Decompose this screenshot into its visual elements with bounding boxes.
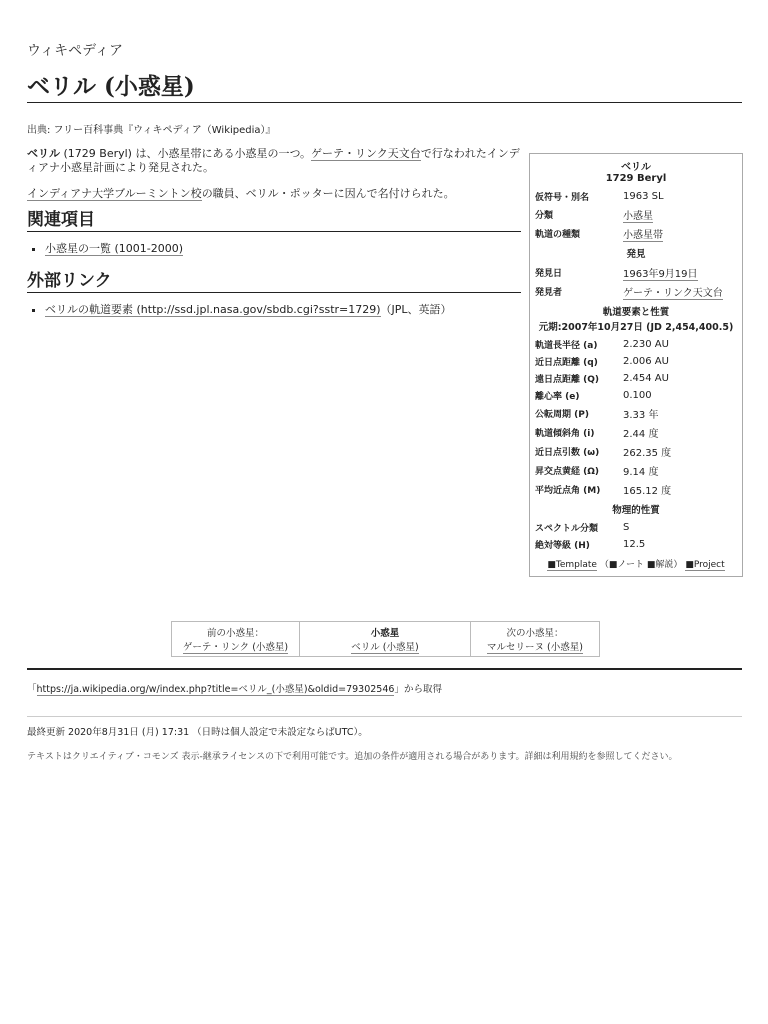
infobox-table-discovery	[530, 263, 742, 301]
infobox-key: 仮符号・別名	[535, 193, 590, 203]
intro-paren: (1729 Beryl) は、小惑星帯にある小惑星の一つ。	[60, 147, 312, 160]
link-discovery-date[interactable]: 1963年9月19日	[623, 269, 698, 280]
infobox-value: 165.12 度	[623, 486, 672, 497]
link-university[interactable]: インディアナ大学ブルーミントン校	[27, 187, 202, 200]
title-divider	[27, 102, 742, 103]
site-name: ウィキペディア	[27, 43, 124, 59]
link-permalink[interactable]: https://ja.wikipedia.org/w/index.php?title=ベリル_(小惑星)&oldid=79302546	[36, 684, 395, 695]
infobox-value: 2.230 AU	[623, 339, 669, 350]
infobox-key: 近日点距離 (q)	[535, 358, 598, 368]
infobox-value: 0.100	[623, 390, 652, 401]
infobox-key: 離心率 (e)	[535, 392, 580, 402]
infobox-key: 絶対等級 (H)	[535, 541, 590, 551]
infobox-value: 12.5	[623, 539, 646, 550]
link-template[interactable]: ■Template	[547, 560, 597, 570]
link-orbit-type[interactable]: 小惑星帯	[623, 230, 663, 241]
link-project[interactable]: ■Project	[685, 560, 725, 570]
infobox-row	[530, 442, 742, 461]
infobox-key: 昇交点黄経 (Ω)	[535, 467, 600, 477]
infobox-key: 軌道の種類	[535, 230, 581, 240]
infobox-footer	[530, 557, 742, 570]
external-suffix: （JPL、英語）	[380, 303, 452, 316]
infobox-value: 262.35 度	[623, 448, 672, 459]
link-classification[interactable]: 小惑星	[623, 211, 653, 222]
infobox-value: 9.14 度	[623, 467, 659, 478]
infobox-row	[530, 205, 742, 224]
infobox-value: 3.33 年	[623, 410, 659, 421]
intro-name: ベリル	[27, 147, 60, 160]
infobox-table-top	[530, 188, 742, 243]
link-asteroid-list[interactable]: 小惑星の一覧 (1001-2000)	[45, 242, 184, 255]
navbox-center-label: 小惑星	[370, 628, 400, 639]
infobox-row	[530, 336, 742, 353]
list-item	[45, 303, 521, 317]
heading-related: 関連項目	[27, 213, 521, 232]
infobox-row	[530, 353, 742, 370]
infobox-row	[530, 461, 742, 480]
license-text: テキストはクリエイティブ・コモンズ 表示-継承ライセンスの下で利用可能です。追加の条件が適用される場合があります。詳細は利用規約を参照してください。	[27, 752, 678, 762]
page-title: ベリル (小惑星)	[27, 73, 195, 100]
infobox-section-discovery: 発見	[626, 249, 646, 260]
navbox-next	[471, 622, 600, 657]
infobox-row	[530, 188, 742, 205]
link-orbital-elements[interactable]: ベリルの軌道要素 (http://ssd.jpl.nasa.gov/sbdb.cgi?sstr=1729)	[45, 303, 381, 316]
infobox-epoch: 元期:2007年10月27日 (JD 2,454,400.5)	[538, 322, 734, 333]
footer-divider	[27, 716, 742, 717]
infobox-value: 2.454 AU	[623, 373, 669, 384]
related-list	[27, 242, 521, 256]
infobox-subtitle: 1729 Beryl	[605, 173, 667, 184]
infobox-row	[530, 480, 742, 499]
heading-external-links: 外部リンク	[27, 274, 521, 293]
navbox-prev	[172, 622, 300, 657]
infobox-table-physical	[530, 519, 742, 553]
infobox-key: 平均近点角 (M)	[535, 486, 601, 496]
infobox-row	[530, 224, 742, 243]
infobox-row	[530, 519, 742, 536]
infobox-key: 分類	[535, 211, 554, 221]
infobox-key: 発見日	[535, 269, 563, 279]
navbox-prev-label: 前の小惑星：	[206, 628, 264, 639]
infobox-table-orbit	[530, 336, 742, 499]
navbox-next-label: 次の小惑星：	[506, 628, 564, 639]
content-bottom-divider	[27, 668, 742, 670]
infobox-row	[530, 536, 742, 553]
succession-navbox	[171, 621, 600, 657]
infobox-section-orbit: 軌道要素と性質	[602, 307, 670, 318]
infobox-key: 公転周期 (P)	[535, 410, 589, 420]
navbox-row	[172, 622, 600, 657]
intro-rest: で行なわれたインディアナ小惑星計画により発見された。	[27, 147, 520, 174]
retrieved-from	[27, 681, 442, 695]
infobox-key: 遠日点距離 (Q)	[535, 375, 600, 385]
link-observatory[interactable]: ゲーテ・リンク天文台	[311, 147, 421, 160]
retrieved-close: 」から取得	[394, 684, 442, 695]
infobox-row	[530, 423, 742, 442]
infobox-key: スペクトル分類	[535, 524, 599, 534]
list-item	[45, 242, 521, 256]
link-next-asteroid[interactable]: マルセリーヌ (小惑星)	[487, 642, 583, 653]
infobox-value: S	[623, 522, 630, 533]
infobox-key: 軌道傾斜角 (i)	[535, 429, 595, 439]
source-line: 出典: フリー百科事典『ウィキペディア（Wikipedia）』	[27, 125, 276, 136]
external-list	[27, 303, 521, 317]
infobox-row	[530, 387, 742, 404]
retrieved-open: 「	[27, 684, 37, 695]
link-prev-asteroid[interactable]: ゲーテ・リンク (小惑星)	[182, 642, 289, 653]
intro-paragraph	[27, 147, 521, 175]
infobox-key: 近日点引数 (ω)	[535, 448, 600, 458]
link-discoverer[interactable]: ゲーテ・リンク天文台	[623, 288, 723, 299]
navbox-center	[300, 622, 471, 657]
infobox-key: 発見者	[535, 288, 563, 298]
infobox-row	[530, 370, 742, 387]
infobox-row	[530, 404, 742, 423]
article-body	[27, 147, 521, 335]
link-current-asteroid[interactable]: ベリル (小惑星)	[351, 642, 419, 653]
infobox-section-physical: 物理的性質	[612, 505, 660, 516]
infobox-value: 1963 SL	[623, 191, 664, 202]
infobox-title: ベリル	[621, 162, 651, 173]
infobox-value: 2.44 度	[623, 429, 659, 440]
last-modified: 最終更新 2020年8月31日 (月) 17:31 （日時は個人設定で未設定ならばUTC）。	[27, 727, 368, 738]
infobox-value: 2.006 AU	[623, 356, 669, 367]
infobox-key: 軌道長半径 (a)	[535, 341, 598, 351]
infobox	[529, 153, 743, 577]
infobox-footer-note[interactable]: （■ノート ■解説）	[599, 560, 683, 570]
naming-paragraph	[27, 187, 521, 201]
naming-rest: の職員、ベリル・ポッターに因んで名付けられた。	[201, 187, 455, 200]
infobox-row	[530, 282, 742, 301]
infobox-row	[530, 263, 742, 282]
